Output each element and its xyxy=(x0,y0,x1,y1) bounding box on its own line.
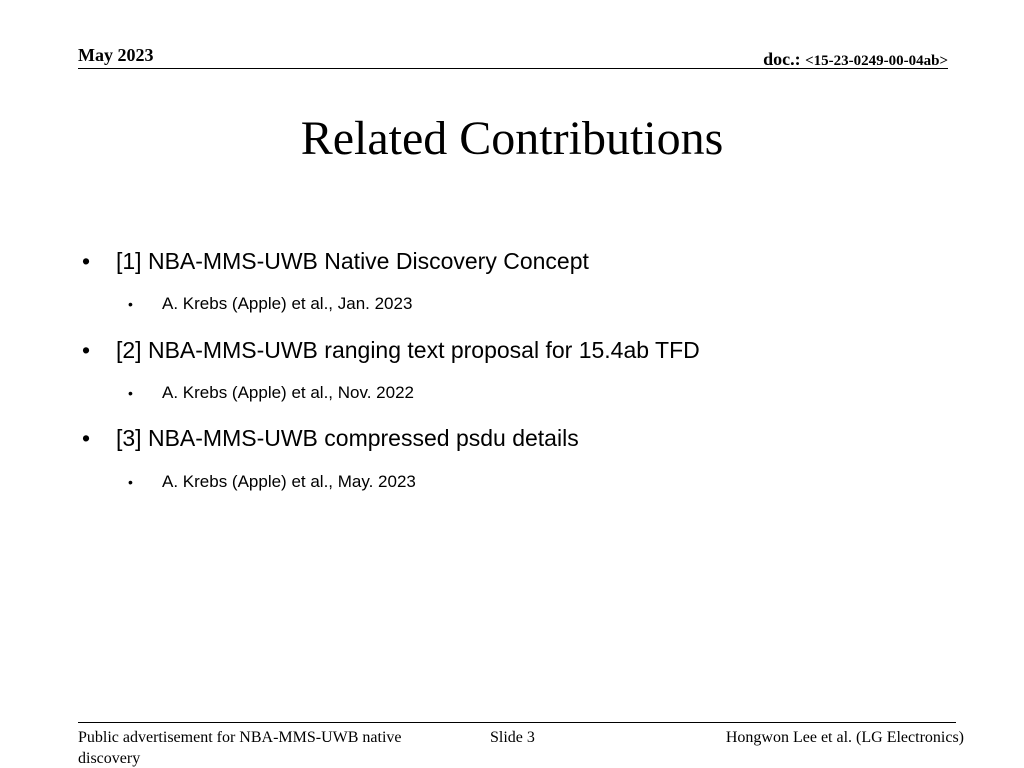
header-date: May 2023 xyxy=(78,45,154,65)
sub-bullet-text: A. Krebs (Apple) et al., May. 2023 xyxy=(162,472,416,491)
bullet-text: [3] NBA-MMS-UWB compressed psdu details xyxy=(116,425,579,451)
sub-bullet-text: A. Krebs (Apple) et al., Jan. 2023 xyxy=(162,294,413,313)
footer-divider xyxy=(78,722,956,723)
bullet-text: [2] NBA-MMS-UWB ranging text proposal for 15.4ab TFD xyxy=(116,337,700,363)
bullet-dot: • xyxy=(82,337,91,363)
sub-bullet-text: A. Krebs (Apple) et al., Nov. 2022 xyxy=(162,383,414,402)
footer-slide-number: Slide 3 xyxy=(490,729,535,746)
header-doc-number: <15-23-0249-00-04ab> xyxy=(805,53,948,69)
sub-bullet-dot: • xyxy=(128,474,133,490)
footer-author: Hongwon Lee et al. (LG Electronics) xyxy=(725,729,964,746)
bullet-dot: • xyxy=(82,248,91,274)
bullet-dot: • xyxy=(82,425,91,451)
footer-left-text: Public advertisement for NBA-MMS-UWB native discovery xyxy=(78,729,402,767)
slide-title: Related Contributions xyxy=(300,112,724,165)
header-doc-label: doc.: xyxy=(763,49,806,69)
bullet-text: [1] NBA-MMS-UWB Native Discovery Concept xyxy=(116,248,589,274)
sub-bullet-dot: • xyxy=(128,385,133,401)
sub-bullet-dot: • xyxy=(128,296,133,312)
